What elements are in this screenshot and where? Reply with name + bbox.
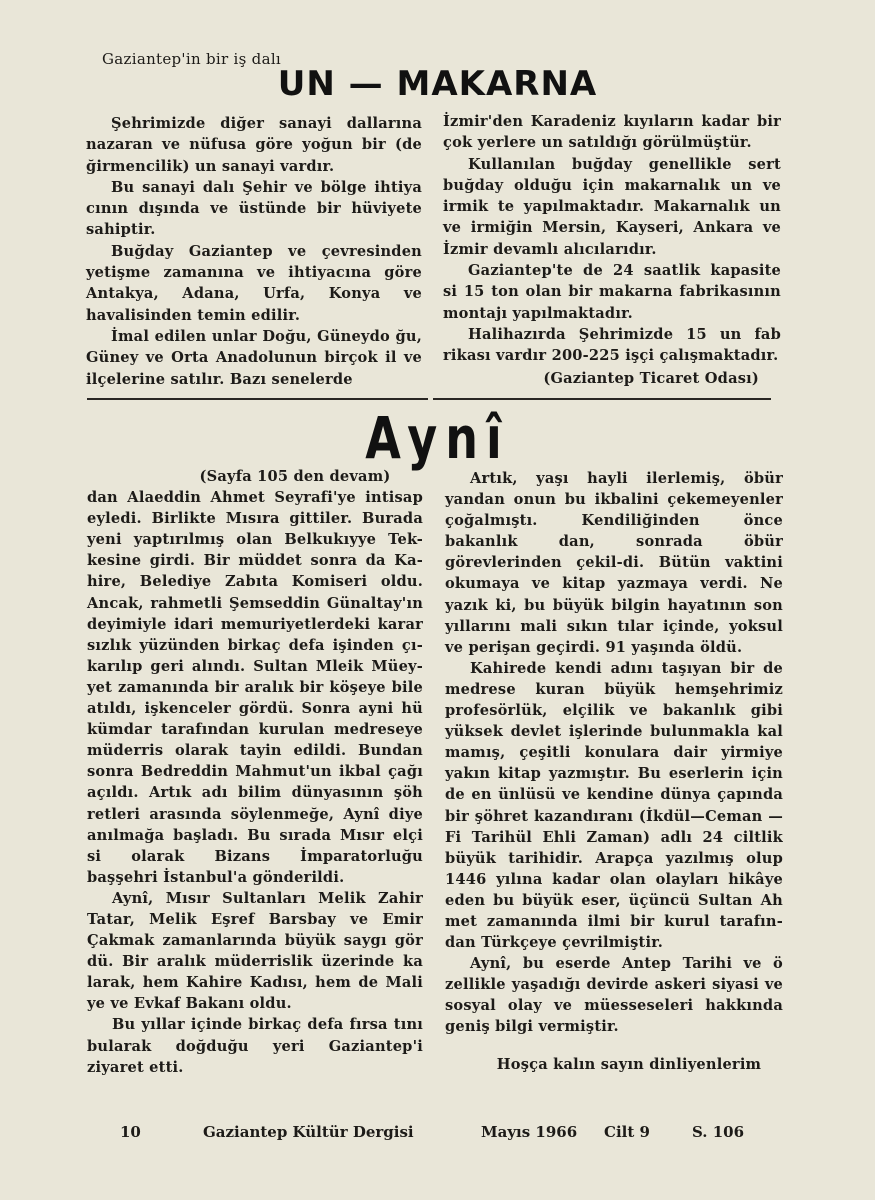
ayni-paragraph-6: Aynî, bu eserde Antep Tarihi ve ö zellikle yaşadığı devirde askeri siyasi ve sosyal olay ve müesseseleri hakkında geniş bilgi vermiştir. [445, 955, 783, 1036]
un-paragraph-3: Buğday Gaziantep ve çevresinden yetişme zamanına ve ihtiyacına göre Antakya, Adana, Urfa, Konya ve havalisinden temin edilir. [86, 242, 422, 324]
un-paragraph-4: İmal edilen unlar Doğu, Güneydo ğu, Güney ve Orta Anadolunun birçok il ve ilçelerine satılır. Bazı senelerde [86, 327, 422, 388]
closing-farewell: Hoşça kalın sayın dinliyenlerim [496, 1055, 762, 1073]
ayni-article-left-column [87, 466, 423, 1078]
footer-issue: S. 106 [692, 1123, 745, 1141]
ayni-paragraph-5: Kahirede kendi adını taşıyan bir de medrese kuran büyük hemşehrimiz profesörlük, elçilik ve bakanlık gibi yüksek devlet işlerinde bulunmakla kal mamış, çeşitli konulara dair yirmiye yakın kitap yazmıştır. Bu eserlerin için de en ünlüsü ve kendine dünya çapında bir şöhret kazandıranı (İkdül—Ceman —Fi Tarihül Ehli Zaman) adlı 24 ciltlik büyük tarihidir. Arapça yazılmış olup 1446 yılına kadar olan olayları hikâye eden bu büyük eser, üçüncü Sultan Ah met zamanında ilmi bir kurul tarafın-dan Türkçeye çevrilmiştir. [445, 659, 783, 952]
un-paragraph-5: İzmir'den Karadeniz kıyıların kadar bir çok yerlere un satıldığı görülmüştür. [443, 113, 781, 152]
ayni-paragraph-4: Artık, yaşı hayli ilerlemiş, öbür yandan onun bu ikbalini çekemeyenler çoğalmıştı. Kendiliğinden önce bakanlık dan, sonrada öbür görevlerinden çekil-di. Bütün vaktini okumaya ve kitap yazmaya verdi. Ne yazık ki, bu büyük bilgin hayatının son yıllarını mali sıkın tılar içinde, yoksul ve perişan geçirdi. 91 yaşında öldü. [445, 470, 783, 656]
continued-from-note: (Sayfa 105 den devam) [199, 468, 391, 485]
footer-volume: Cilt 9 [604, 1123, 650, 1141]
article-kicker: Gaziantep'in bir iş dalı [102, 50, 282, 68]
section-divider-left [87, 398, 428, 400]
footer-date: Mayıs 1966 [481, 1123, 578, 1141]
un-article-source: (Gaziantep Ticaret Odası) [543, 369, 759, 387]
un-paragraph-1: Şehrimizde diğer sanayi dallarına nazaran ve nüfusa göre yoğun bir (de ğirmencilik) un sanayi vardır. [86, 115, 422, 175]
ayni-paragraph-1: dan Alaeddin Ahmet Seyrafi'ye intisap eyledi. Birlikte Mısıra gittiler. Burada yeni yaptırılmış olan Belkukıyye Tek-kesine girdi. Bir müddet sonra da Ka-hire, Belediye Zabıta Komiseri oldu. Ancak, rahmetli Şemseddin Günaltay'ın deyimiyle idari memuriyetlerdeki karar sızlık yüzünden birkaç defa işinden çı-karılıp geri alındı. Sultan Mleik Müey-yet zamanında bir aralık bir köşeye bile atıldı, işkenceler gördü. Sonra ayni hü kümdar tarafından kurulan medreseye müderris olarak tayin edildi. Bundan sonra Bedreddin Mahmut'un ikbal çağı açıldı. Artık adı bilim dünyasının şöh retleri arasında söylenmeğe, Aynî diye anılmağa başladı. Bu sırada Mısır elçi si olarak Bizans İmparatorluğu başşehri İstanbul'a gönderildi. [87, 489, 423, 886]
footer-page-number: 10 [120, 1123, 141, 1141]
ayni-paragraph-2: Aynî, Mısır Sultanları Melik Zahir Tatar, Melik Eşref Barsbay ve Emir Çakmak zamanlarında büyük saygı gör dü. Bir aralık müderrislik üzerinde ka larak, hem Kahire Kadısı, hem de Mali ye ve Evkaf Bakanı oldu. [87, 889, 423, 1013]
ayni-article-right-column [445, 468, 783, 1075]
article-title-ayni: Aynî [365, 404, 510, 472]
un-paragraph-8: Halihazırda Şehrimizde 15 un fab rikası vardır 200-225 işçi çalışmaktadır. [443, 325, 781, 365]
un-article-right-column [443, 111, 781, 389]
footer-magazine-name: Gaziantep Kültür Dergisi [203, 1123, 414, 1141]
un-paragraph-6: Kullanılan buğday genellikle sert buğday olduğu için makarnalık un ve irmik te yapılmaktadır. Makarnalık un ve irmiğin Mersin, Kayseri, Ankara ve İzmir devamlı alıcılarıdır. [443, 155, 781, 258]
un-article-left-column [86, 113, 422, 390]
un-paragraph-7: Gaziantep'te de 24 saatlik kapasite si 15 ton olan bir makarna fabrikasının montajı yapılmaktadır. [443, 262, 781, 322]
article-title-un-makarna: UN — MAKARNA [277, 64, 598, 104]
ayni-paragraph-3: Bu yıllar içinde birkaç defa fırsa tını bularak doğduğu yeri Gaziantep'i ziyaret etti. [87, 1016, 423, 1076]
section-divider-right [433, 398, 771, 400]
un-paragraph-2: Bu sanayi dalı Şehir ve bölge ihtiya cının dışında ve üstünde bir hüviyete sahiptir. [86, 178, 422, 239]
